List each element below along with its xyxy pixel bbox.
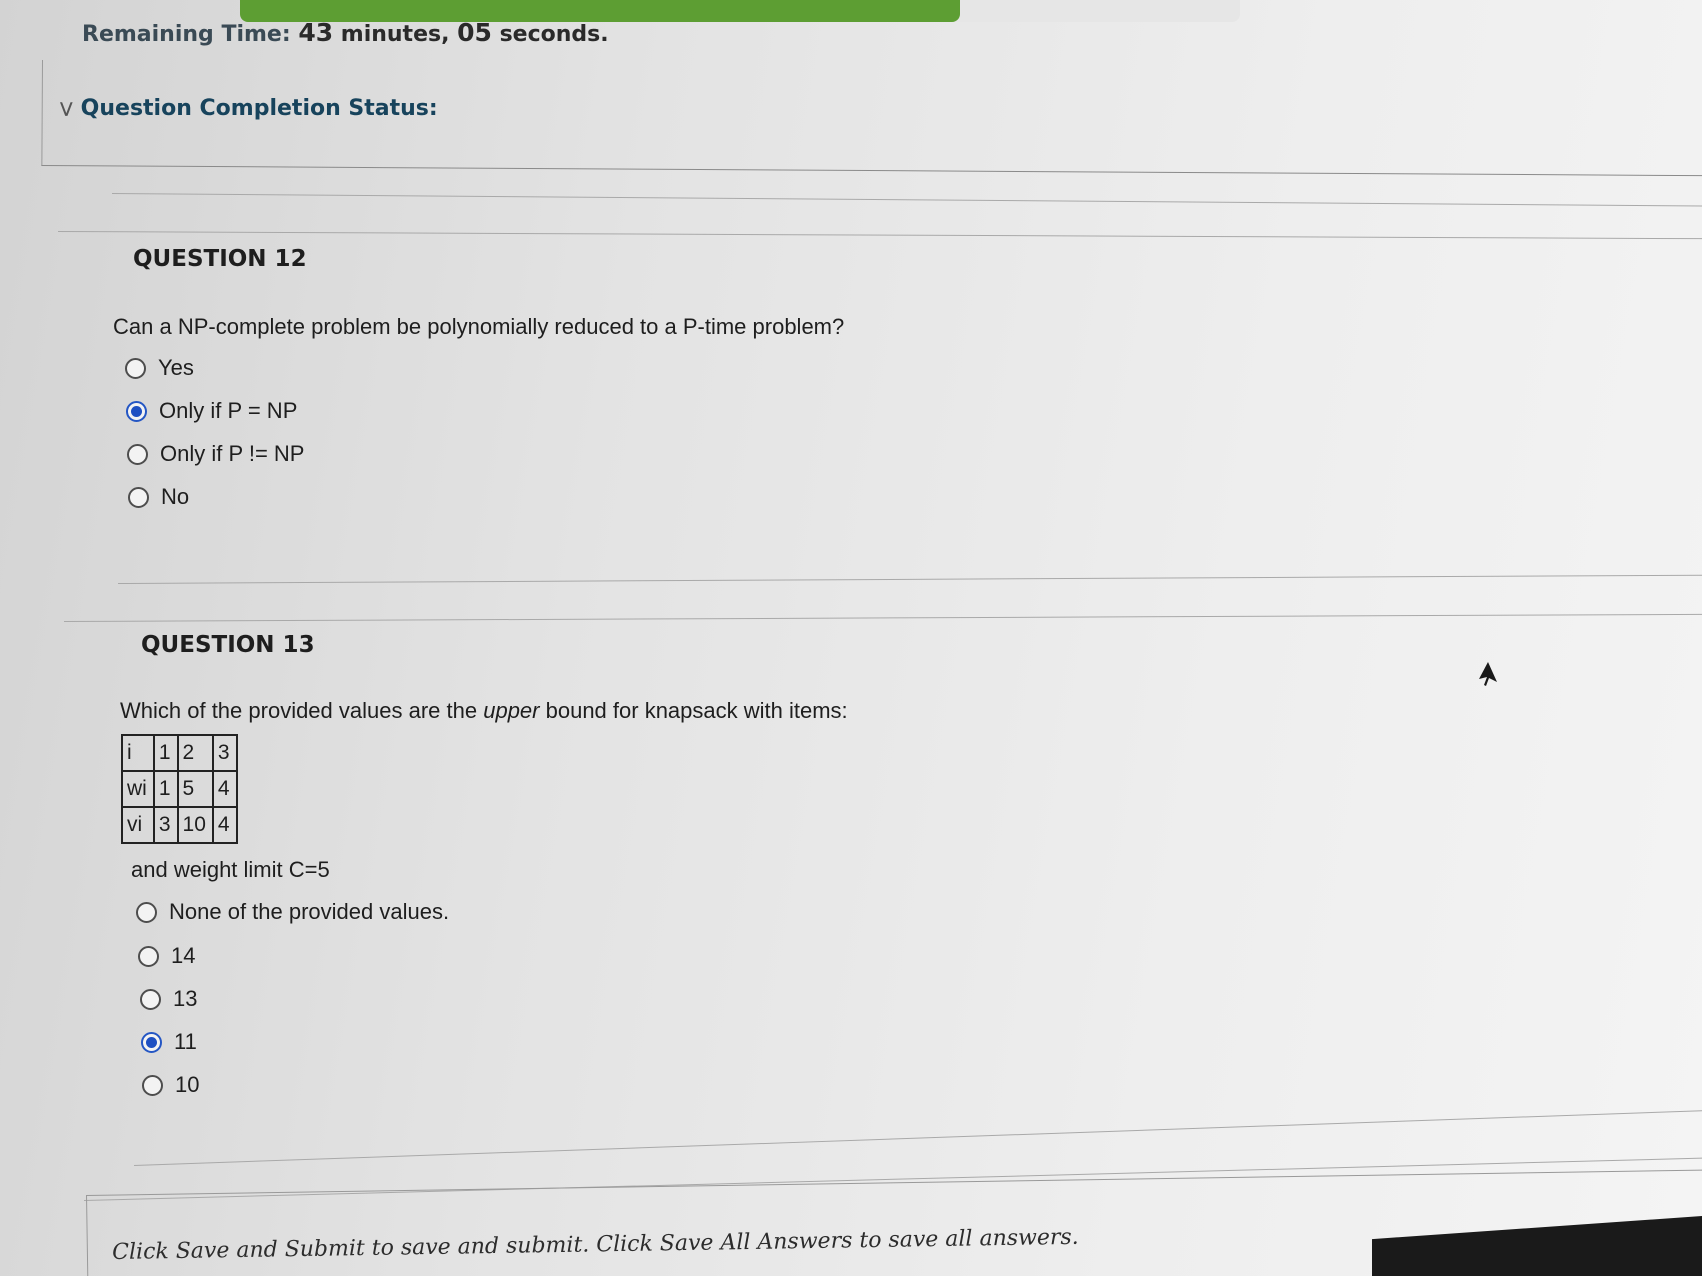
remaining-time <box>82 18 609 47</box>
remaining-minutes: 43 <box>298 18 334 47</box>
radio-button[interactable] <box>142 1075 163 1096</box>
q13-option-label: None of the provided values. <box>169 899 450 924</box>
q13-option-label: 10 <box>175 1072 200 1097</box>
knapsack-cell: 2 <box>178 735 213 771</box>
knapsack-cell: 4 <box>213 771 237 807</box>
q13-option-label: 14 <box>171 943 196 968</box>
knapsack-cell: 4 <box>213 807 237 843</box>
q13-option-11[interactable] <box>141 1029 197 1055</box>
q12-option-label: Only if P != NP <box>160 441 305 466</box>
knapsack-row-header: wi <box>122 771 154 807</box>
question-13-text <box>120 698 848 724</box>
q12-option-only-if-p-eq-np[interactable] <box>126 398 297 424</box>
divider <box>134 1109 1702 1166</box>
q13-text-after: bound for knapsack with items: <box>539 698 848 723</box>
knapsack-row-header: vi <box>122 807 154 843</box>
divider <box>64 614 1702 622</box>
knapsack-row <box>122 735 237 771</box>
radio-button[interactable] <box>136 902 157 923</box>
divider <box>58 231 1702 239</box>
q12-option-no[interactable] <box>128 484 189 510</box>
q13-option-none[interactable] <box>136 899 449 925</box>
q13-option-14[interactable] <box>138 943 195 969</box>
question-12-heading: QUESTION 12 <box>133 246 307 272</box>
minutes-word: minutes, <box>333 22 458 47</box>
question-13-heading: QUESTION 13 <box>141 632 315 658</box>
completion-status-toggle[interactable] <box>60 96 438 121</box>
mouse-cursor-icon <box>1477 661 1499 687</box>
seconds-word: seconds. <box>491 22 609 47</box>
knapsack-cell: 5 <box>178 771 213 807</box>
chevron-down-icon: ⋁ <box>60 99 73 117</box>
knapsack-items-table <box>121 734 238 844</box>
radio-button[interactable] <box>128 487 149 508</box>
radio-button[interactable] <box>140 989 161 1010</box>
question-12-text: Can a NP-complete problem be polynomially reduced to a P-time problem? <box>113 314 845 339</box>
q12-option-label: Only if P = NP <box>159 398 298 423</box>
knapsack-cell: 3 <box>213 735 237 771</box>
q13-option-10[interactable] <box>142 1072 199 1098</box>
knapsack-cell: 1 <box>154 735 178 771</box>
knapsack-row <box>122 807 237 843</box>
weight-limit-text: and weight limit C=5 <box>131 857 330 882</box>
knapsack-cell: 3 <box>154 807 178 843</box>
q13-option-13[interactable] <box>140 986 197 1012</box>
knapsack-cell: 10 <box>178 807 213 843</box>
q12-option-only-if-p-neq-np[interactable] <box>127 441 304 467</box>
knapsack-row-header: i <box>122 735 154 771</box>
radio-button-selected[interactable] <box>126 401 147 422</box>
radio-button[interactable] <box>125 358 146 379</box>
knapsack-row <box>122 771 237 807</box>
divider <box>118 575 1702 584</box>
radio-button[interactable] <box>138 946 159 967</box>
q13-text-emph: upper <box>483 698 540 723</box>
knapsack-cell: 1 <box>154 771 178 807</box>
radio-button[interactable] <box>127 444 148 465</box>
submit-instructions: Click Save and Submit to save and submit. Click Save All Answers to save all answers. <box>112 1224 1079 1265</box>
q12-option-label: Yes <box>158 355 194 380</box>
remaining-seconds: 05 <box>457 18 492 47</box>
q13-option-label: 11 <box>174 1029 197 1054</box>
radio-button-selected[interactable] <box>141 1032 162 1053</box>
q12-option-label: No <box>161 484 190 509</box>
q13-option-label: 13 <box>173 986 198 1011</box>
q12-option-yes[interactable] <box>125 355 194 381</box>
remaining-time-label: Remaining Time: <box>82 22 291 47</box>
divider <box>112 193 1702 207</box>
completion-status-label: Question Completion Status: <box>80 96 438 121</box>
q13-text-before: Which of the provided values are the <box>120 698 484 723</box>
